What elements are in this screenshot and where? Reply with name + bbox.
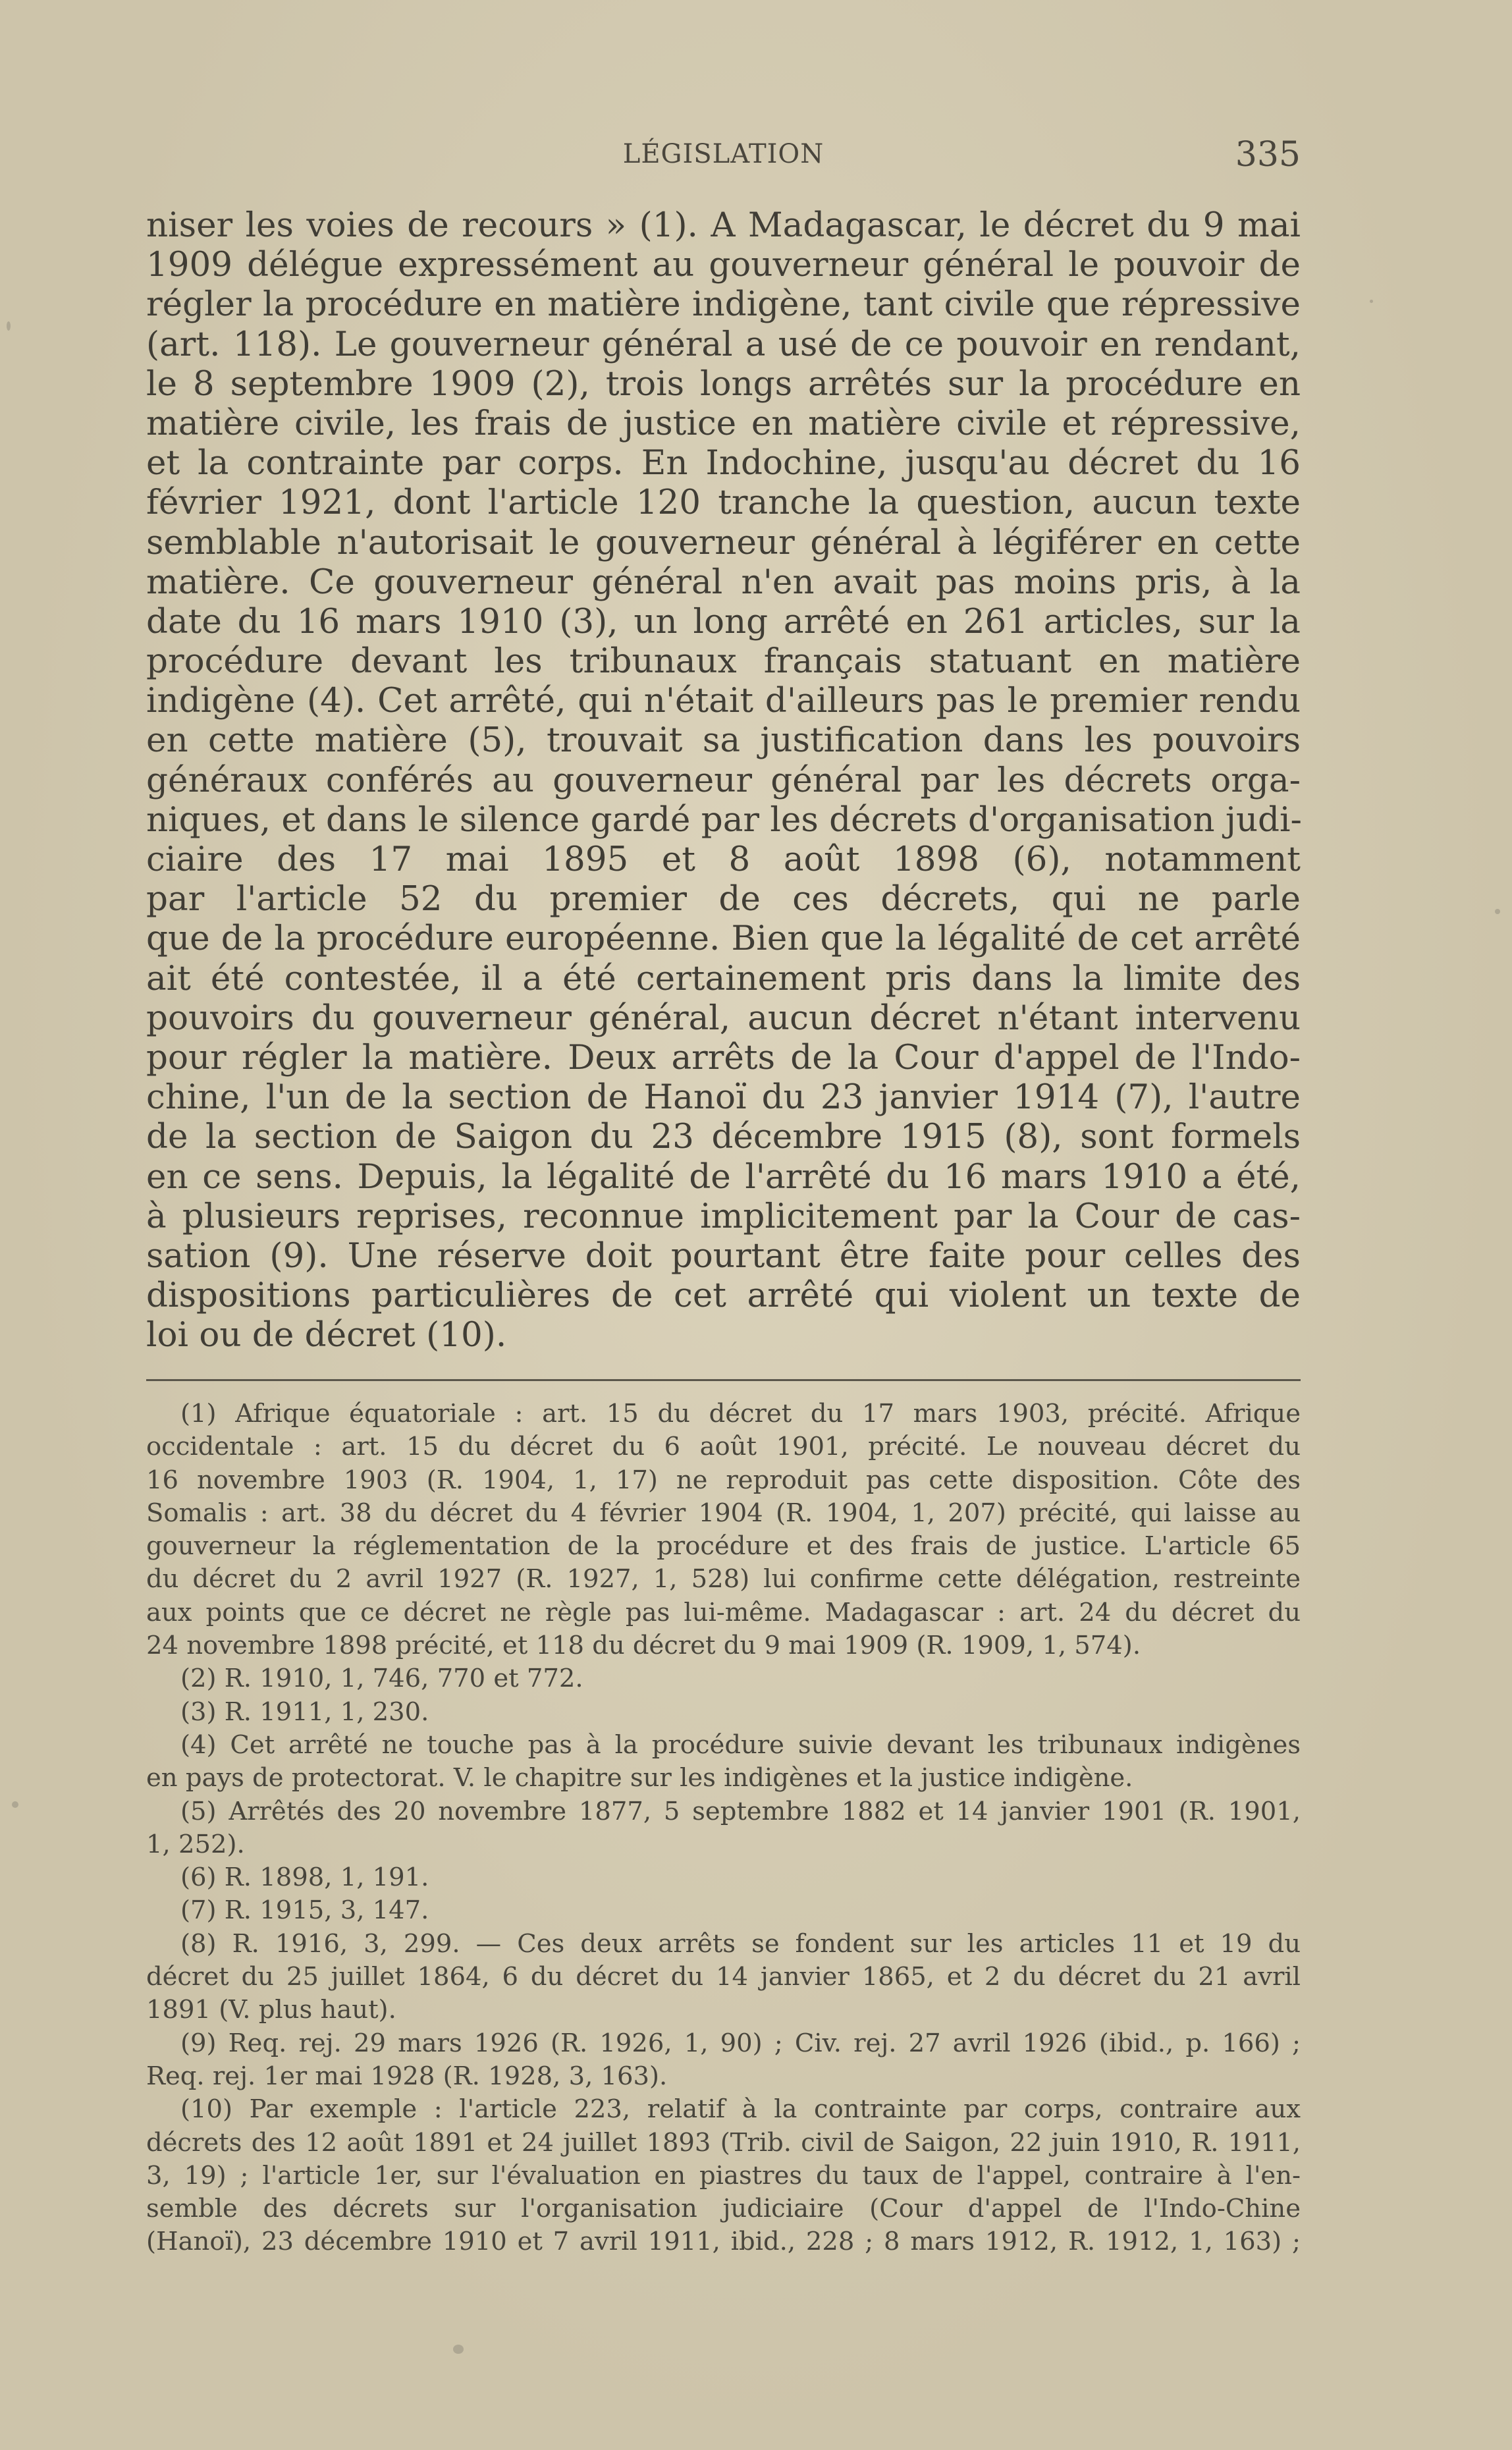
body-line: de la section de Saigon du 23 décembre 1915 (8), sont formels (146, 1117, 1301, 1157)
running-title: LÉGISLATION (622, 139, 824, 169)
body-line: par l'article 52 du premier de ces décrets, qui ne parle (146, 879, 1301, 919)
body-line: ciaire des 17 mai 1895 et 8 août 1898 (6), notamment (146, 840, 1301, 879)
body-line: en ce sens. Depuis, la légalité de l'arrêté du 16 mars 1910 a été, (146, 1157, 1301, 1197)
footnote-line: (1) Afrique équatoriale : art. 15 du décret du 17 mars 1903, précité. Afrique (180, 1399, 1301, 1429)
body-line: semblable n'autorisait le gouverneur général à légiférer en cette (146, 522, 1301, 562)
footnote-line: (Hanoï), 23 décembre 1910 et 7 avril 1911, ibid., 228 ; 8 mars 1912, R. 1912, 1, 163) ; (146, 2227, 1301, 2257)
footnote-line: 16 novembre 1903 (R. 1904, 1, 17) ne reproduit pas cette disposition. Côte des (146, 1465, 1301, 1495)
running-header (146, 135, 1301, 181)
paper-speck (7, 321, 11, 331)
footnote-line: du décret du 2 avril 1927 (R. 1927, 1, 528) lui confirme cette délégation, restreinte (146, 1564, 1301, 1594)
paper-speck (1370, 300, 1373, 303)
body-line: le 8 septembre 1909 (2), trois longs arrêtés sur la procédure en (146, 364, 1301, 404)
body-line: pouvoirs du gouverneur général, aucun décret n'étant intervenu (146, 998, 1301, 1038)
body-line: ait été contestée, il a été certainement pris dans la limite des (146, 958, 1301, 998)
body-line: date du 16 mars 1910 (3), un long arrêté en 261 articles, sur la (146, 601, 1301, 641)
body-line: à plusieurs reprises, reconnue implicitement par la Cour de cas- (146, 1196, 1301, 1236)
body-line: indigène (4). Cet arrêté, qui n'était d'ailleurs pas le premier rendu (146, 681, 1301, 721)
body-line: et la contrainte par corps. En Indochine, jusqu'au décret du 16 (146, 443, 1301, 483)
body-line: sation (9). Une réserve doit pourtant être faite pour celles des (146, 1236, 1301, 1276)
body-line: matière. Ce gouverneur général n'en avait pas moins pris, à la (146, 562, 1301, 602)
footnote-line: aux points que ce décret ne règle pas lui-même. Madagascar : art. 24 du décret du (146, 1597, 1301, 1627)
body-line: niques, et dans le silence gardé par les décrets d'organisation judi- (146, 800, 1302, 840)
body-line: régler la procédure en matière indigène, tant civile que répressive (146, 285, 1301, 325)
page-number: 335 (1235, 135, 1301, 175)
footnote-line: (10) Par exemple : l'article 223, relatif à la contrainte par corps, contraire aux (180, 2094, 1301, 2125)
body-line: loi ou de décret (10). (146, 1315, 507, 1355)
footnote-line: (5) Arrêtés des 20 novembre 1877, 5 septembre 1882 et 14 janvier 1901 (R. 1901, (180, 1796, 1301, 1826)
body-line: 1909 délégue expressément au gouverneur général le pouvoir de (146, 245, 1301, 285)
body-line: dispositions particulières de cet arrêté qui violent un texte de (146, 1276, 1301, 1316)
footnote-line: (9) Req. rej. 29 mars 1926 (R. 1926, 1, 90) ; Civ. rej. 27 avril 1926 (ibid., p. 166) ; (180, 2028, 1301, 2058)
footnote-line: (8) R. 1916, 3, 299. — Ces deux arrêts se fondent sur les articles 11 et 19 du (180, 1928, 1301, 1959)
footnote-line: Req. rej. 1er mai 1928 (R. 1928, 3, 163). (146, 2061, 668, 2091)
body-line: niser les voies de recours » (1). A Madagascar, le décret du 9 mai (146, 205, 1301, 245)
footnote-line: (6) R. 1898, 1, 191. (180, 1863, 429, 1893)
body-line: matière civile, les frais de justice en matière civile et répressive, (146, 403, 1301, 443)
paper-speck (12, 1801, 18, 1808)
paper-speck (453, 2345, 464, 2354)
footnote-line: 24 novembre 1898 précité, et 118 du décret du 9 mai 1909 (R. 1909, 1, 574). (146, 1631, 1141, 1661)
footnote-line: (7) R. 1915, 3, 147. (180, 1895, 429, 1926)
footnote-line: décret du 25 juillet 1864, 6 du décret du 14 janvier 1865, et 2 du décret du 21 avril (146, 1962, 1301, 1992)
footnote-line: (3) R. 1911, 1, 230. (180, 1697, 429, 1727)
footnote-line: 3, 19) ; l'article 1er, sur l'évaluation en piastres du taux de l'appel, contraire à l'en- (146, 2160, 1301, 2191)
footnote-line: gouverneur la réglementation de la procédure et des frais de justice. L'article 65 (146, 1531, 1301, 1562)
body-line: pour régler la matière. Deux arrêts de la Cour d'appel de l'Indo- (146, 1037, 1301, 1077)
footnote-line: Somalis : art. 38 du décret du 4 février 1904 (R. 1904, 1, 207) précité, qui laisse au (146, 1498, 1301, 1528)
footnote-line: (4) Cet arrêté ne touche pas à la procédure suivie devant les tribunaux indigènes (180, 1729, 1301, 1760)
body-line: que de la procédure européenne. Bien que la légalité de cet arrêté (146, 919, 1301, 959)
body-line: généraux conférés au gouverneur général par les décrets orga- (146, 760, 1301, 800)
footnote-line: 1, 252). (146, 1829, 245, 1859)
body-line: chine, l'un de la section de Hanoï du 23 janvier 1914 (7), l'autre (146, 1077, 1301, 1118)
body-line: février 1921, dont l'article 120 tranche la question, aucun texte (146, 483, 1301, 523)
footnote-line: 1891 (V. plus haut). (146, 1995, 396, 2025)
footnotes (146, 1398, 1301, 2259)
footnote-line: décrets des 12 août 1891 et 24 juillet 1893 (Trib. civil de Saigon, 22 juin 1910, R. 1911, (146, 2127, 1301, 2158)
footnote-line: (2) R. 1910, 1, 746, 770 et 772. (180, 1664, 583, 1694)
body-line: (art. 118). Le gouverneur général a usé de ce pouvoir en rendant, (146, 324, 1301, 364)
footnote-line: en pays de protectorat. V. le chapitre sur les indigènes et la justice indigène. (146, 1763, 1133, 1793)
footnote-line: occidentale : art. 15 du décret du 6 août 1901, précité. Le nouveau décret du (146, 1432, 1301, 1462)
footnote-divider (146, 1379, 1301, 1381)
body-line: en cette matière (5), trouvait sa justification dans les pouvoirs (146, 721, 1301, 761)
footnote-line: semble des décrets sur l'organisation judiciaire (Cour d'appel de l'Indo-Chine (146, 2194, 1301, 2224)
body-text (146, 205, 1301, 1355)
body-line: procédure devant les tribunaux français statuant en matière (146, 641, 1301, 682)
paper-speck (1495, 909, 1500, 914)
